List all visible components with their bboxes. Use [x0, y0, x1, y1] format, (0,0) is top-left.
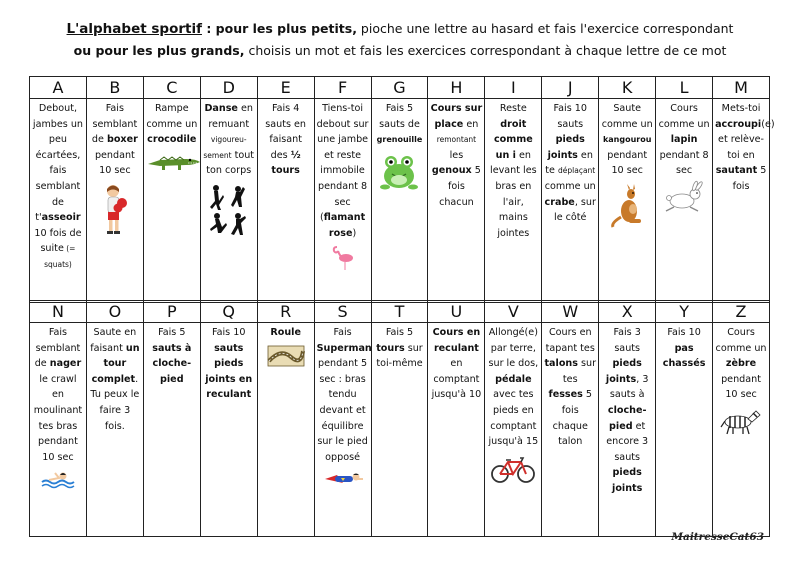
exercise-m-text: 5 fois	[732, 165, 767, 192]
letter-t: T	[371, 301, 428, 323]
exercise-j-text: crabe	[544, 196, 575, 208]
superman-icon	[317, 469, 369, 489]
letter-f: F	[314, 77, 371, 99]
exercise-j-text: , sur le côté	[554, 196, 596, 224]
exercise-v-text: avec tes pieds en comptant jusqu'à 15	[488, 389, 539, 448]
header-line-1	[0, 18, 800, 40]
exercise-d	[200, 99, 257, 303]
exercise-h-text: remontant	[436, 135, 477, 145]
dancers-icon	[203, 183, 255, 239]
exercise-j-text: Fais 10 sauts	[553, 103, 587, 130]
road-icon	[260, 345, 312, 367]
header-instruction-1: pioche une lettre au hasard et fais l'exercice correspondant	[356, 21, 734, 36]
exercise-a-text: 10 fois de suite	[34, 227, 82, 255]
exercise-d-text: Danse	[204, 103, 238, 114]
exercise-x-text: cloche-pied	[607, 404, 647, 432]
exercise-o-text: . Tu peux le faire 3 fois.	[90, 373, 140, 432]
frog-icon	[374, 152, 426, 192]
alphabet-table-a-m	[29, 76, 775, 303]
exercise-k	[599, 99, 656, 303]
exercise-a	[30, 99, 87, 303]
exercise-t-text: tours	[376, 342, 405, 354]
exercise-a-text: (= squats)	[44, 244, 76, 269]
exercise-w-text: talons	[544, 358, 578, 370]
letter-c: C	[143, 77, 200, 99]
exercise-f-text: flamant rose	[323, 212, 366, 239]
exercise-q	[200, 323, 257, 537]
exercise-g-text: Fais 5 sauts de	[379, 103, 420, 130]
exercise-k-text: pendant 10 sec	[607, 149, 648, 177]
exercise-x-text: et encore 3 sauts	[606, 420, 649, 463]
letter-p: P	[143, 301, 200, 323]
exercise-d-text: en remuant	[208, 103, 253, 130]
exercise-j-text: déplaçant	[558, 166, 596, 176]
exercise-w-text: Cours en tapant tes	[545, 327, 595, 354]
letter-s: S	[314, 301, 371, 323]
exercise-n-text: le crawl en moulinant tes bras pendant 10 sec	[33, 373, 83, 463]
header-small-kids: pour les plus petits,	[215, 21, 357, 36]
exercise-i-text: Reste	[499, 103, 527, 114]
letter-o: O	[86, 301, 143, 323]
header-line-2	[0, 40, 800, 62]
exercise-f-text: )	[352, 227, 357, 239]
letter-k: K	[599, 77, 656, 99]
exercise-h-text: 5 fois chacun	[439, 165, 481, 208]
exercise-a-text: Debout, jambes un peu écartées, fais semblant de t'	[32, 103, 83, 224]
exercise-g	[371, 99, 428, 303]
letter-l: L	[656, 77, 713, 99]
exercise-l-text: Cours comme un	[658, 103, 710, 130]
exercise-l-text: lapin	[670, 134, 698, 146]
letter-z: Z	[713, 301, 770, 323]
exercise-x-text: , 3 sauts à	[609, 373, 649, 401]
exercise-w	[542, 323, 599, 537]
header-instruction-2: choisis un mot et fais les exercices correspondant à chaque lettre de ce mot	[244, 43, 727, 58]
exercises-row-n-z	[30, 323, 770, 537]
letter-g: G	[371, 77, 428, 99]
kangaroo-icon	[601, 183, 653, 229]
exercise-k-text: Saute comme un	[601, 103, 653, 130]
letter-x: X	[599, 301, 656, 323]
exercise-s-text: Fais	[333, 327, 352, 338]
exercise-k-text: kangourou	[602, 135, 652, 145]
exercise-w-text: sur tes	[562, 358, 597, 385]
exercise-h-text: genoux	[431, 165, 472, 177]
zebra-icon	[715, 407, 767, 435]
exercise-h-text: Cours sur place	[430, 103, 483, 130]
exercise-p	[143, 323, 200, 537]
letter-v: V	[485, 301, 542, 323]
exercise-g-text: grenouille	[376, 135, 423, 145]
rabbit-icon	[658, 183, 710, 213]
letter-j: J	[542, 77, 599, 99]
exercise-j-text: en te	[545, 149, 593, 177]
exercise-v-text: pédale	[495, 373, 532, 385]
exercise-r-text: Roule	[270, 327, 301, 338]
header-colon: :	[201, 21, 216, 36]
exercise-y	[656, 323, 713, 537]
exercise-u-text: Cours en reculant	[432, 327, 481, 354]
exercise-d-text: vigoureu-sement	[203, 135, 247, 160]
exercise-o-text: Saute en faisant	[90, 327, 137, 354]
exercise-f	[314, 99, 371, 303]
exercise-m-text: sautant	[715, 165, 758, 177]
letter-y: Y	[656, 301, 713, 323]
exercise-p-text: Fais 5	[158, 327, 186, 338]
exercise-t-text: Fais 5	[385, 327, 414, 338]
exercise-s-text: Superman	[316, 342, 372, 354]
exercise-b-text: Fais semblant de	[91, 103, 138, 146]
letter-h: H	[428, 77, 485, 99]
exercises-row-a-m	[30, 99, 770, 303]
swimmer-icon	[32, 469, 84, 489]
exercise-x-text: pieds joints	[612, 467, 643, 494]
letter-d: D	[200, 77, 257, 99]
letter-e: E	[257, 77, 314, 99]
exercise-z-text: Cours comme un	[715, 327, 767, 354]
letter-b: B	[86, 77, 143, 99]
exercise-s-text: pendant 5 sec : bras tendu devant et équilibre sur le pied opposé	[317, 358, 368, 463]
page-title: L'alphabet sportif	[66, 21, 202, 37]
exercise-q-text: Fais 10	[212, 327, 246, 338]
letters-row-n-z	[30, 301, 770, 323]
exercise-p-text: sauts à cloche-pied	[152, 342, 192, 385]
exercise-r	[257, 323, 314, 537]
exercise-y-text: pas chassés	[662, 342, 706, 370]
page-header	[0, 18, 800, 62]
exercise-x	[599, 323, 656, 537]
exercise-v-text: Allongé(e) par terre, sur le dos,	[488, 327, 539, 370]
letter-r: R	[257, 301, 314, 323]
exercise-c	[143, 99, 200, 303]
exercise-e-text: ½ tours	[271, 149, 301, 177]
exercise-l-text: pendant 8 sec	[659, 149, 709, 177]
exercise-l	[656, 99, 713, 303]
exercise-w-text: 5 fois chaque talon	[552, 389, 592, 448]
exercise-j-text: pieds joints	[547, 134, 585, 161]
exercise-n	[30, 323, 87, 537]
exercise-a-text: asseoir	[41, 212, 81, 224]
author-signature: MaitresseCat63	[671, 531, 764, 543]
letter-n: N	[30, 301, 87, 323]
crocodile-icon	[146, 152, 198, 172]
exercise-x-text: pieds joints	[605, 358, 642, 385]
exercise-h-text: les	[449, 149, 464, 161]
exercise-v	[485, 323, 542, 537]
exercise-z	[713, 323, 770, 537]
exercise-t-text: sur toi-même	[376, 342, 423, 370]
exercise-i	[485, 99, 542, 303]
exercise-o	[86, 323, 143, 537]
exercise-b-text: boxer	[106, 134, 138, 146]
exercise-m-text: accroupi	[715, 118, 762, 130]
exercise-j-text: comme un	[544, 180, 596, 192]
exercise-q-text: sauts pieds joints en reculant	[205, 342, 253, 401]
exercise-m-text: Mets-toi	[721, 103, 761, 114]
exercise-m	[713, 99, 775, 303]
exercise-s	[314, 323, 371, 537]
exercise-e-text: Fais 4 sauts en faisant des	[265, 103, 307, 161]
exercise-z-text: zèbre	[725, 358, 757, 370]
exercise-z-text: pendant 10 sec	[721, 373, 761, 401]
exercise-u	[428, 323, 485, 537]
exercise-n-text: nager	[49, 358, 82, 370]
alphabet-table-n-z	[29, 300, 770, 537]
header-big-kids: ou pour les plus grands,	[73, 43, 245, 58]
letter-i: I	[485, 77, 542, 99]
exercise-h-text: en	[463, 118, 479, 130]
exercise-y-text: Fais 10	[667, 327, 701, 338]
letter-m: M	[713, 77, 770, 99]
letter-q: Q	[200, 301, 257, 323]
exercise-w-text: fesses	[548, 389, 583, 401]
bicycle-icon	[487, 454, 539, 484]
exercise-c-text: Rampe comme un	[146, 103, 198, 130]
boxer-girl-icon	[89, 183, 141, 235]
exercise-i-text: en levant les bras en l'air, mains jointes	[490, 149, 537, 239]
exercise-j	[542, 99, 599, 303]
exercise-f-text: Tiens-toi debout sur une jambe et reste immobile pendant 8 sec (	[316, 103, 369, 224]
exercise-h	[428, 99, 485, 303]
letter-a: A	[30, 77, 87, 99]
exercise-b	[86, 99, 143, 303]
letters-row-a-m	[30, 77, 770, 99]
exercise-o-text: un tour complet	[91, 342, 140, 385]
exercise-t	[371, 323, 428, 537]
flamingo-icon	[317, 245, 369, 271]
exercise-b-text: pendant 10 sec	[94, 149, 135, 177]
exercise-d-text: tout ton corps	[206, 149, 255, 177]
exercise-c-text: crocodile	[147, 134, 197, 146]
exercise-m-text: (e) et relève-toi en	[718, 118, 775, 161]
exercise-x-text: Fais 3 sauts	[613, 327, 641, 354]
exercise-u-text: en comptant jusqu'à 10	[431, 358, 482, 401]
exercise-e	[257, 99, 314, 303]
exercise-n-text: Fais semblant de	[34, 327, 81, 370]
letter-w: W	[542, 301, 599, 323]
exercise-i-text: droit comme un i	[493, 118, 533, 161]
letter-u: U	[428, 301, 485, 323]
